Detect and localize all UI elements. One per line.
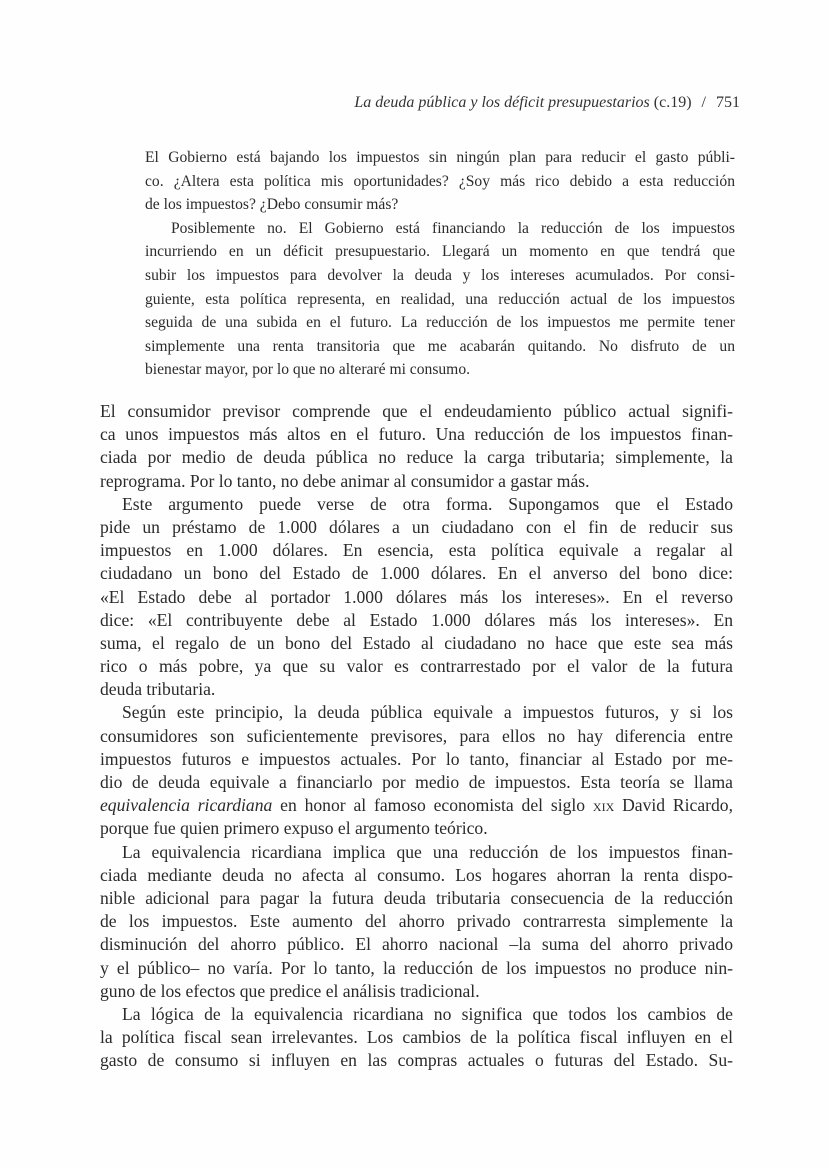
quote-line: El Gobierno está bajando los impuestos sin ningún plan para reducir el gasto públi- xyxy=(145,149,735,166)
page-number: 751 xyxy=(716,94,740,111)
text-line: suma, el regalo de un bono del Estado al ciudadano no hace que este sea más xyxy=(100,632,733,653)
text-line: El consumidor previsor comprende que el endeudamiento público actual signifi- xyxy=(100,401,733,421)
italic-term: equivalencia ricardiana xyxy=(100,795,273,816)
paragraph-3 xyxy=(100,701,733,840)
paragraph-4 xyxy=(100,841,733,1003)
text-line: La equivalencia ricardiana implica que una reducción de los impuestos finan- xyxy=(122,841,733,862)
quote-line: incurriendo en un déficit presupuestario. Llegará un momento en que tendrá que xyxy=(145,243,735,261)
text-line: dio de deuda equivale a financiarlo por medio de impuestos. Esta teoría se llama xyxy=(100,772,733,792)
text-line: disminución del ahorro público. El ahorro nacional –la suma del ahorro privado xyxy=(100,934,733,955)
quote-line: de los impuestos? ¿Debo consumir más? xyxy=(145,196,399,214)
text-line: ca unos impuestos más altos en el futuro. Una reducción de los impuestos finan- xyxy=(100,424,733,445)
text-line: Según este principio, la deuda pública equivale a impuestos futuros, y si los xyxy=(122,702,733,723)
quote-line: simplemente una renta transitoria que me acabarán quitando. No disfruto de un xyxy=(145,337,735,355)
text-line: impuestos futuros e impuestos actuales. Por lo tanto, financiar al Estado por me- xyxy=(100,748,733,769)
text-line: pide un préstamo de 1.000 dólares a un ciudadano con el fin de reducir sus xyxy=(100,516,733,537)
text-line: nible adicional para pagar la futura deuda tributaria consecuencia de la reducción xyxy=(100,887,733,908)
text-line: ciada por medio de deuda pública no reduce la carga tributaria; simplemente, la xyxy=(100,447,733,468)
text-line: deuda tributaria. xyxy=(100,679,216,700)
century-numeral: xix xyxy=(592,795,615,816)
quote-line: guiente, esta política representa, en realidad, una reducción actual de los impuestos xyxy=(145,290,735,308)
text-line: de los impuestos. Este aumento del ahorro privado contrarresta simplemente la xyxy=(100,911,733,932)
text-line: la política fiscal sean irrelevantes. Los cambios de la política fiscal influyen en el xyxy=(100,1027,733,1048)
text-line: ciudadano un bono del Estado de 1.000 dólares. En el anverso del bono dice: xyxy=(100,563,733,584)
separator: / xyxy=(701,94,706,111)
text-line: ciada mediante deuda no afecta al consumo. Los hogares ahorran la renta dispo- xyxy=(100,864,733,885)
text-line: Este argumento puede verse de otra forma. Supongamos que el Estado xyxy=(122,493,733,514)
text-fragment: David Ricardo, xyxy=(614,795,733,816)
text-line: rico o más pobre, ya que su valor es contrarrestado por el valor de la futura xyxy=(100,656,733,677)
running-title: La deuda pública y los déficit presupuestarios xyxy=(354,94,650,111)
text-line: guno de los efectos que predice el análisis tradicional. xyxy=(100,980,480,1001)
text-line: «El Estado debe al portador 1.000 dólares más los intereses». En el reverso xyxy=(100,586,733,607)
quote-line: subir los impuestos para devolver la deuda y los intereses acumulados. Por consi- xyxy=(145,266,735,284)
text-line: y el público– no varía. Por lo tanto, la reducción de los impuestos no produce nin- xyxy=(100,957,733,978)
quoted-box xyxy=(145,146,735,382)
paragraph-2 xyxy=(100,493,733,702)
paragraph-1 xyxy=(100,400,733,493)
quote-line: seguida de una subida en el futuro. La reducción de los impuestos me permite tener xyxy=(145,314,735,332)
quote-line: co. ¿Altera esta política mis oportunidades? ¿Soy más rico debido a esta reducción xyxy=(145,172,735,190)
text-line: La lógica de la equivalencia ricardiana no significa que todos los cambios de xyxy=(122,1003,733,1024)
text-line: porque fue quien primero expuso el argumento teórico. xyxy=(100,818,488,839)
text-line: dice: «El contribuyente debe al Estado 1.000 dólares más los intereses». En xyxy=(100,609,733,630)
quote-paragraph-2 xyxy=(145,217,735,382)
quote-line: bienestar mayor, por lo que no alteraré mi consumo. xyxy=(145,361,471,379)
body-text xyxy=(100,400,733,1072)
running-head xyxy=(354,93,740,113)
text-line-with-term xyxy=(100,794,733,817)
text-line: consumidores son suficientemente previsores, para ellos no hay diferencia entre xyxy=(100,725,733,746)
text-line: reprograma. Por lo tanto, no debe animar al consumidor a gastar más. xyxy=(100,470,590,491)
text-line: impuestos en 1.000 dólares. En esencia, esta política equivale a regalar al xyxy=(100,540,733,561)
quote-line: Posiblemente no. El Gobierno está financiando la reducción de los impuestos xyxy=(171,219,735,237)
text-line: gasto de consumo si influyen en las compras actuales o futuras del Estado. Su- xyxy=(100,1050,733,1071)
quote-paragraph-1 xyxy=(145,146,735,217)
paragraph-5 xyxy=(100,1003,733,1073)
chapter-label: (c.19) xyxy=(653,94,692,111)
text-fragment: en honor al famoso economista del siglo xyxy=(272,795,593,816)
